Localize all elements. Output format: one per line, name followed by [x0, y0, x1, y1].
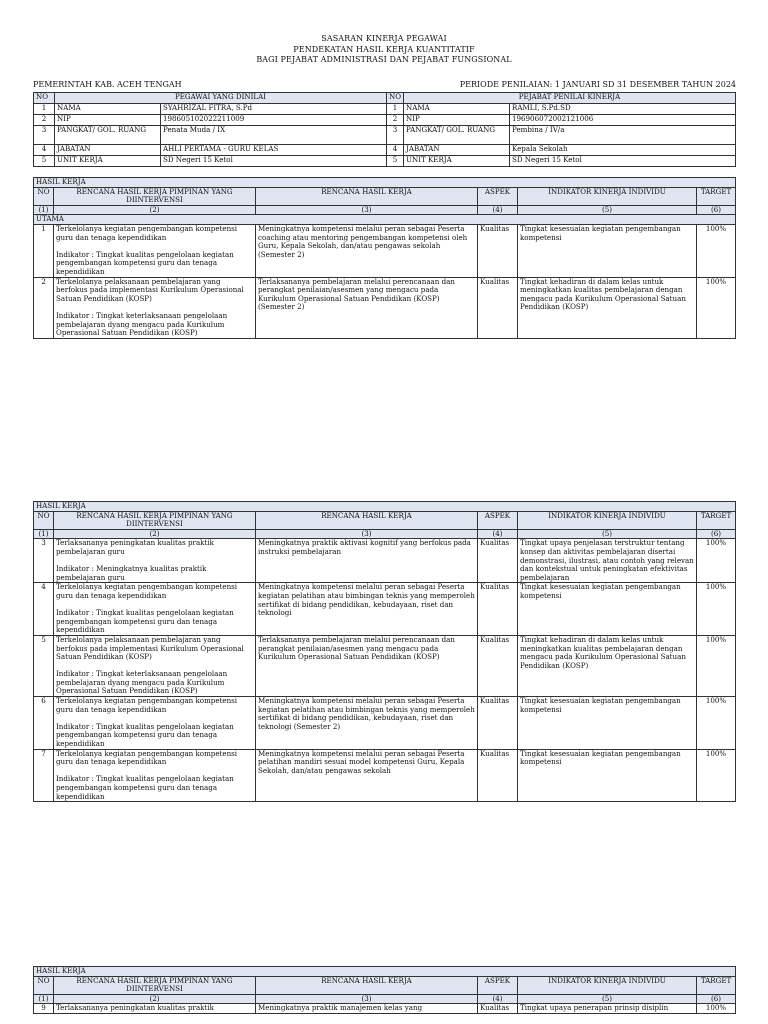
- rencana-hasil-kerja: Terlaksananya pembelajaran melalui perencanaan dan perangkat penilaian/asesmen yang mengacu pada Kurikulum Operasional Satuan Pendidikan (KOSP): [256, 635, 478, 696]
- info-row: [34, 156, 736, 167]
- field-label: UNIT KERJA: [55, 156, 161, 167]
- row-no: 5: [387, 156, 404, 167]
- aspek: Kualitas: [478, 749, 518, 802]
- field-label: JABATAN: [55, 145, 161, 156]
- field-value: Penata Muda / IX: [161, 126, 387, 145]
- rencana-hasil-kerja: Meningkatnya kompetensi melalui peran sebagai Peserta coaching atau mentoring pengembangan kompetensi oleh Guru, Kepala Sekolah, dan/atau pengawas sekolah (Semester 2): [256, 224, 478, 277]
- col-header: RENCANA HASIL KERJA: [256, 187, 478, 205]
- rencana-pimpinan-text: Terkelolanya kegiatan pengembangan kompetensi guru dan tenaga kependidikan: [56, 748, 238, 767]
- rencana-pimpinan-cell: [54, 583, 256, 636]
- col-header: NO: [34, 976, 54, 994]
- aspek: Kualitas: [478, 1004, 518, 1014]
- info-row: [34, 126, 736, 145]
- indikator-pimpinan-text: Indikator : Tingkat kualitas pengelolaan kegiatan pengembangan kompetensi guru dan tenaga kependidikan: [56, 774, 234, 801]
- col-header: NO: [34, 187, 54, 205]
- indikator-pimpinan-text: Indikator : Tingkat keterlaksanaan pengelolaan pembelajaran dyang mengacu pada Kurikulum Operasional Satuan Pendidikan (KOSP): [56, 669, 228, 696]
- col-header: TARGET: [697, 976, 736, 994]
- target: 100%: [697, 277, 736, 338]
- row-no: 3: [34, 539, 54, 583]
- col-header: RENCANA HASIL KERJA PIMPINAN YANG DIINTERVENSI: [54, 511, 256, 529]
- rencana-pimpinan-cell: [54, 1004, 256, 1014]
- doc-subtitle-2: BAGI PEJABAT ADMINISTRASI DAN PEJABAT FUNGSIONAL: [256, 55, 512, 64]
- indikator-kinerja: Tingkat upaya penerapan prinsip disiplin: [518, 1004, 697, 1014]
- indikator-kinerja: Tingkat kesesuaian kegiatan pengembangan kompetensi: [518, 583, 697, 636]
- col-header: RENCANA HASIL KERJA PIMPINAN YANG DIINTERVENSI: [54, 187, 256, 205]
- section-title: HASIL KERJA: [34, 502, 736, 512]
- target: 100%: [697, 749, 736, 802]
- indikator-kinerja: Tingkat kesesuaian kegiatan pengembangan kompetensi: [518, 749, 697, 802]
- col-number: (3): [256, 529, 478, 539]
- rencana-pimpinan-text: Terlaksananya peningkatan kualitas praktik pembelajaran guru: [56, 538, 214, 556]
- indikator-kinerja: Tingkat upaya penjelasan terstruktur tentang konsep dan aktivitas pembelajaran disertai demonstrasi, ilustrasi, atau contoh yang relevan dan kontekstual untuk peningkatan efektivitas pembelajaran: [518, 539, 697, 583]
- info-row: [34, 115, 736, 126]
- field-value: SYAHRIZAL FITRA, S.Pd: [161, 104, 387, 115]
- col-number: (2): [54, 205, 256, 215]
- rencana-hasil-kerja: Terlaksananya pembelajaran melalui perencanaan dan perangkat penilaian/asesmen yang mengacu pada Kurikulum Operasional Satuan Pendidikan (KOSP) (Semester 2): [256, 277, 478, 338]
- col-number: (2): [54, 529, 256, 539]
- col-number: (6): [697, 994, 736, 1004]
- category-utama: UTAMA: [34, 215, 736, 225]
- rencana-pimpinan-cell: [54, 749, 256, 802]
- rencana-pimpinan-text: Terlaksananya peningkatan kualitas praktik: [56, 1003, 214, 1013]
- indikator-kinerja: Tingkat kesesuaian kegiatan pengembangan kompetensi: [518, 224, 697, 277]
- field-value: SD Negeri 15 Ketol: [161, 156, 387, 167]
- col-header: ASPEK: [478, 511, 518, 529]
- column-header-row: [34, 511, 736, 529]
- col-header: ASPEK: [478, 187, 518, 205]
- target: 100%: [697, 539, 736, 583]
- target: 100%: [697, 583, 736, 636]
- aspek: Kualitas: [478, 277, 518, 338]
- col-number: (3): [256, 994, 478, 1004]
- col-number: (4): [478, 994, 518, 1004]
- field-value: 198605102022211009: [161, 115, 387, 126]
- field-label: NAMA: [404, 104, 510, 115]
- field-value: SD Negeri 15 Ketol: [510, 156, 736, 167]
- doc-subtitle: PENDEKATAN HASIL KERJA KUANTITATIF: [293, 44, 475, 54]
- hasil-kerja-table: [33, 501, 736, 802]
- assessment-period: PERIODE PENILAIAN: 1 JANUARI SD 31 DESEMBER TAHUN 2024: [459, 80, 736, 89]
- col-number: (4): [478, 529, 518, 539]
- col-header: INDIKATOR KINERJA INDIVIDU: [518, 187, 697, 205]
- target: 100%: [697, 224, 736, 277]
- aspek: Kualitas: [478, 539, 518, 583]
- rencana-pimpinan-text: Terkelolanya kegiatan pengembangan kompetensi guru dan tenaga kependidikan: [56, 696, 238, 714]
- indikator-kinerja: Tingkat kesesuaian kegiatan pengembangan kompetensi: [518, 697, 697, 750]
- target: 100%: [697, 697, 736, 750]
- col-number: (1): [34, 205, 54, 215]
- table-row: [34, 635, 736, 696]
- hasil-kerja-table: [33, 177, 736, 339]
- row-no: 6: [34, 697, 54, 750]
- column-number-row: [34, 205, 736, 215]
- col-header: INDIKATOR KINERJA INDIVIDU: [518, 511, 697, 529]
- rencana-pimpinan-text: Terkelolanya kegiatan pengembangan kompetensi guru dan tenaga kependidikan: [56, 223, 238, 242]
- row-no: 4: [387, 145, 404, 156]
- col-number: (5): [518, 529, 697, 539]
- col-number: (1): [34, 529, 54, 539]
- section-title: HASIL KERJA: [34, 178, 736, 188]
- indikator-pimpinan-text: Indikator : Tingkat kualitas pengelolaan kegiatan pengembangan kompetensi guru dan tenaga kependidikan: [56, 249, 234, 276]
- col-number: (3): [256, 205, 478, 215]
- no-header: NO: [387, 93, 404, 104]
- col-header: RENCANA HASIL KERJA: [256, 976, 478, 994]
- row-no: 2: [387, 115, 404, 126]
- rencana-pimpinan-cell: [54, 224, 256, 277]
- field-label: PANGKAT/ GOL. RUANG: [404, 126, 510, 145]
- col-header: INDIKATOR KINERJA INDIVIDU: [518, 976, 697, 994]
- row-no: 1: [387, 104, 404, 115]
- pegawai-dinilai-header: PEGAWAI YANG DINILAI: [55, 93, 387, 104]
- field-value: 196906072002121006: [510, 115, 736, 126]
- row-no: 2: [34, 115, 55, 126]
- col-number: (5): [518, 994, 697, 1004]
- table-row: [34, 697, 736, 750]
- rencana-pimpinan-cell: [54, 697, 256, 750]
- rencana-hasil-kerja: Meningkatnya praktik manajemen kelas yang: [256, 1004, 478, 1014]
- table-row: [34, 277, 736, 338]
- rencana-pimpinan-cell: [54, 539, 256, 583]
- table-row: [34, 224, 736, 277]
- col-number: (5): [518, 205, 697, 215]
- col-number: (6): [697, 529, 736, 539]
- field-label: JABATAN: [404, 145, 510, 156]
- target: 100%: [697, 1004, 736, 1014]
- row-no: 2: [34, 277, 54, 338]
- col-header: TARGET: [697, 187, 736, 205]
- no-header: NO: [34, 93, 55, 104]
- col-header: RENCANA HASIL KERJA: [256, 511, 478, 529]
- doc-title: SASARAN KINERJA PEGAWAI: [321, 34, 447, 43]
- row-no: 3: [387, 126, 404, 145]
- col-number: (1): [34, 994, 54, 1004]
- col-number: (6): [697, 205, 736, 215]
- col-header: NO: [34, 511, 54, 529]
- row-no: 5: [34, 156, 55, 167]
- field-value: AHLI PERTAMA - GURU KELAS: [161, 145, 387, 156]
- rencana-hasil-kerja: Meningkatnya kompetensi melalui peran sebagai Peserta pelatihan mandiri sesuai model kompetensi Guru, Kepala Sekolah, dan/atau pengawas sekolah: [256, 749, 478, 802]
- aspek: Kualitas: [478, 635, 518, 696]
- rencana-pimpinan-text: Terkelolanya pelaksanaan pembelajaran yang berfokus pada implementasi Kurikulum Operasional Satuan Pendidikan (KOSP): [56, 634, 244, 662]
- row-no: 5: [34, 635, 54, 696]
- rencana-pimpinan-text: Terkelolanya pelaksanaan pembelajaran yang berfokus pada implementasi Kurikulum Operasional Satuan Pendidikan (KOSP): [56, 276, 244, 303]
- field-label: NIP: [404, 115, 510, 126]
- column-header-row: [34, 187, 736, 205]
- row-no: 1: [34, 104, 55, 115]
- indikator-kinerja: Tingkat kehadiran di dalam kelas untuk meningkatkan kualitas pembelajaran dengan mengacu pada Kurikulum Operasional Satuan Pendidikan (KOSP): [518, 635, 697, 696]
- indikator-pimpinan-text: Indikator : Tingkat keterlaksanaan pengelolaan pembelajaran dyang mengacu pada Kurikulum Operasional Satuan Pendidikan (KOSP): [56, 310, 228, 338]
- column-header-row: [34, 976, 736, 994]
- indikator-pimpinan-text: Indikator : Meningkatnya kualitas praktik pembelajaran guru: [56, 564, 207, 582]
- field-label: UNIT KERJA: [404, 156, 510, 167]
- rencana-hasil-kerja: Meningkatnya praktik aktivasi kognitif yang berfokus pada instruksi pembelajaran: [256, 539, 478, 583]
- field-label: NIP: [55, 115, 161, 126]
- indikator-pimpinan-text: Indikator : Tingkat kualitas pengelolaan kegiatan pengembangan kompetensi guru dan tenaga kependidikan: [56, 608, 234, 635]
- col-number: (2): [54, 994, 256, 1004]
- info-row: [34, 145, 736, 156]
- aspek: Kualitas: [478, 697, 518, 750]
- rencana-hasil-kerja: Meningkatnya kompetensi melalui peran sebagai Peserta kegiatan pelatihan atau bimbingan teknis yang memperoleh sertifikat di bidang pendidikan, kebudayaan, riset dan teknologi: [256, 583, 478, 636]
- col-header: ASPEK: [478, 976, 518, 994]
- col-header: TARGET: [697, 511, 736, 529]
- field-value: RAMLI, S.Pd.SD: [510, 104, 736, 115]
- employee-info-table: [33, 92, 736, 167]
- row-no: 4: [34, 145, 55, 156]
- col-header: RENCANA HASIL KERJA PIMPINAN YANG DIINTERVENSI: [54, 976, 256, 994]
- row-no: 7: [34, 749, 54, 802]
- row-no: 3: [34, 126, 55, 145]
- table-row: [34, 583, 736, 636]
- hasil-kerja-table: [33, 966, 736, 1014]
- info-row: [34, 104, 736, 115]
- rencana-hasil-kerja: Meningkatnya kompetensi melalui peran sebagai Peserta kegiatan pelatihan atau bimbingan teknis yang memperoleh sertifikat di bidang pendidikan, kebudayaan, riset dan teknologi (Semester 2): [256, 697, 478, 750]
- field-label: NAMA: [55, 104, 161, 115]
- rencana-pimpinan-text: Terkelolanya kegiatan pengembangan kompetensi guru dan tenaga kependidikan: [56, 582, 238, 600]
- section-title: HASIL KERJA: [34, 967, 736, 977]
- rencana-pimpinan-cell: [54, 277, 256, 338]
- aspek: Kualitas: [478, 224, 518, 277]
- government-unit: PEMERINTAH KAB. ACEH TENGAH: [33, 80, 182, 89]
- indikator-pimpinan-text: Indikator : Tingkat kualitas pengelolaan kegiatan pengembangan kompetensi guru dan tenaga kependidikan: [56, 721, 234, 749]
- table-row: [34, 749, 736, 802]
- rencana-pimpinan-cell: [54, 635, 256, 696]
- col-number: (4): [478, 205, 518, 215]
- row-no: 9: [34, 1004, 54, 1014]
- row-no: 4: [34, 583, 54, 636]
- document-titles: [0, 34, 768, 66]
- pejabat-penilai-header: PEJABAT PENILAI KINERJA: [404, 93, 736, 104]
- info-header-row: [34, 93, 736, 104]
- indikator-kinerja: Tingkat kehadiran di dalam kelas untuk meningkatkan kualitas pembelajaran dengan mengacu pada Kurikulum Operasional Satuan Pendidikan (KOSP): [518, 277, 697, 338]
- table-row: [34, 539, 736, 583]
- row-no: 1: [34, 224, 54, 277]
- field-value: Kepala Sekolah: [510, 145, 736, 156]
- table-row: [34, 1004, 736, 1014]
- target: 100%: [697, 635, 736, 696]
- field-label: PANGKAT/ GOL. RUANG: [55, 126, 161, 145]
- aspek: Kualitas: [478, 583, 518, 636]
- field-value: Pembina / IV/a: [510, 126, 736, 145]
